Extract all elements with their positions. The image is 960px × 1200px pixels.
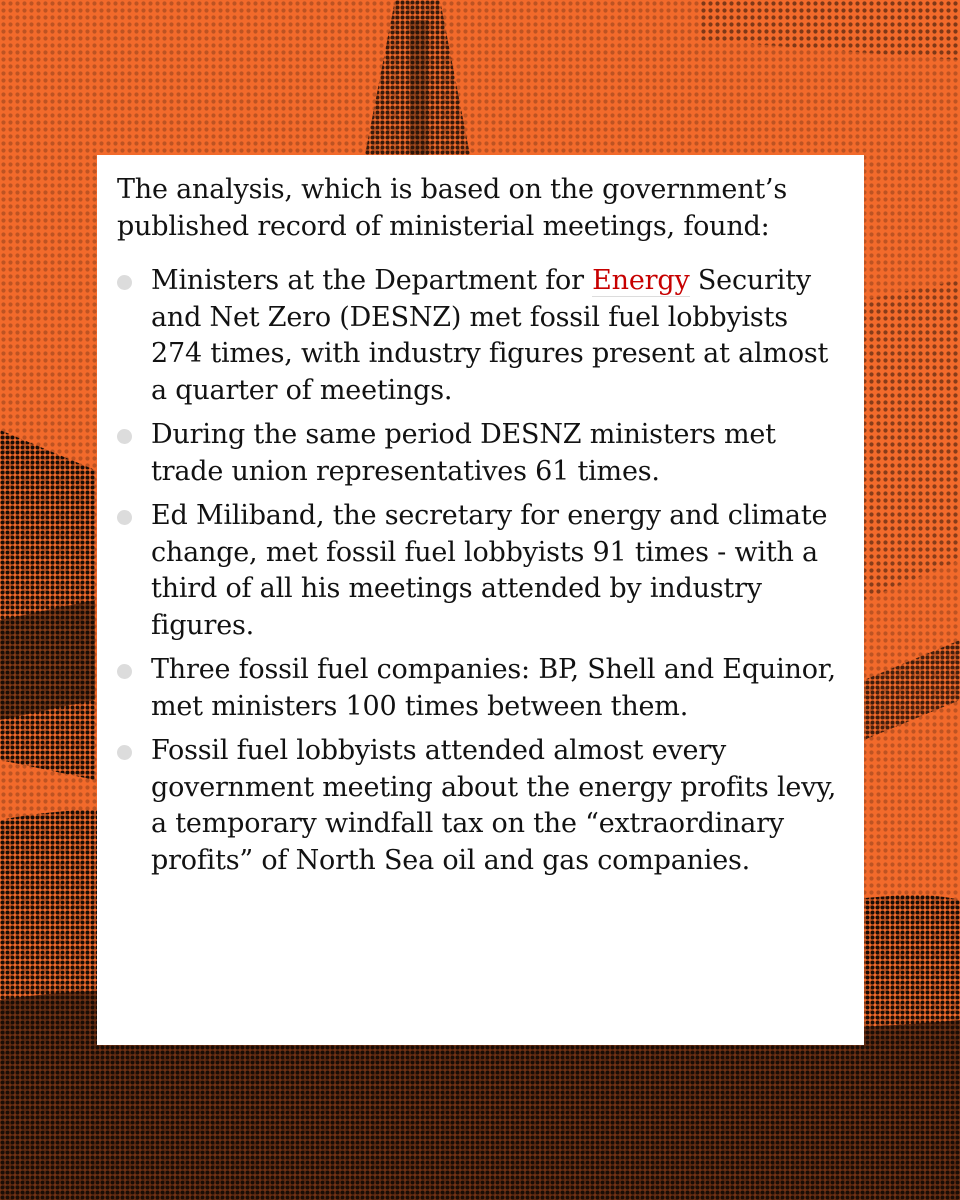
list-item-text: During the same period DESNZ ministers met trade union representatives 61 times.	[151, 419, 776, 487]
list-item-text: Three fossil fuel companies: BP, Shell and Equinor, met ministers 100 times between them.	[151, 654, 836, 722]
findings-list	[117, 263, 840, 879]
list-item-text: Ministers at the Department for Energy Security and Net Zero (DESNZ) met fossil fuel lobbyists 274 times, with industry figures present at almost a quarter of meetings.	[151, 265, 829, 406]
bullet-icon	[117, 745, 132, 760]
list-item-text: Ed Miliband, the secretary for energy and climate change, met fossil fuel lobbyists 91 times - with a third of all his meetings attended by industry figures.	[151, 500, 828, 641]
bullet-icon	[117, 429, 132, 444]
bullet-icon	[117, 510, 132, 525]
list-item	[117, 652, 840, 725]
energy-link[interactable]: Energy	[592, 265, 690, 296]
list-item	[117, 417, 840, 490]
bullet-icon	[117, 275, 132, 290]
article-excerpt-card	[97, 155, 864, 1045]
bullet-icon	[117, 664, 132, 679]
list-item	[117, 733, 840, 879]
list-item-text: Fossil fuel lobbyists attended almost every government meeting about the energy profits levy, a temporary windfall tax on the “extraordinary profits” of North Sea oil and gas companies.	[151, 735, 837, 876]
list-item	[117, 498, 840, 644]
intro-paragraph: The analysis, which is based on the government’s published record of ministerial meetings, found:	[117, 174, 788, 242]
list-item	[117, 263, 840, 409]
